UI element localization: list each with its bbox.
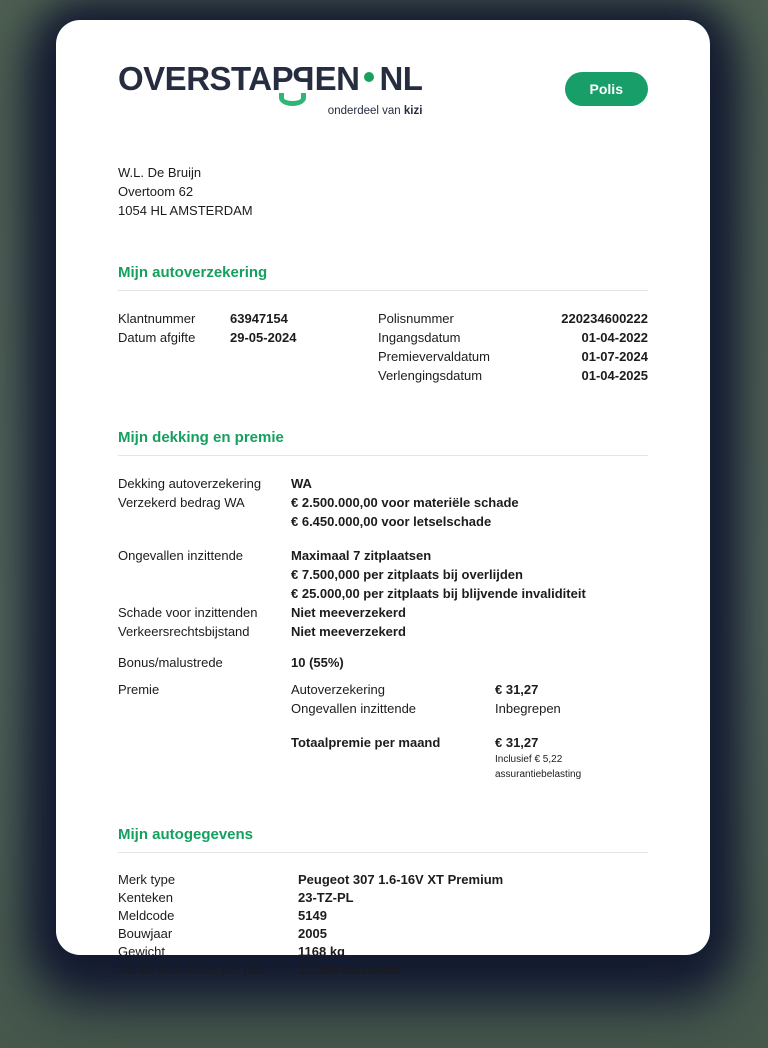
document-header: [118, 62, 648, 117]
table-row: [118, 328, 378, 347]
row-label: Premie: [118, 682, 160, 697]
row-value: 01-07-2024: [581, 349, 648, 364]
row-value: 5149: [298, 908, 327, 923]
logo-text-part1: OVERSTA: [118, 60, 272, 97]
autoverzekering-left-column: [118, 309, 378, 385]
logo-p-normal: P: [271, 60, 294, 97]
row-label: Meldcode: [118, 908, 175, 923]
row-value: 12.000 maximaal: [298, 962, 401, 977]
section-title-autoverzekering: Mijn autoverzekering: [118, 264, 268, 281]
row-label: [118, 699, 291, 718]
row-label: Dekking autoverzekering: [118, 476, 262, 491]
table-row: [118, 943, 648, 961]
logo-double-p: [272, 62, 315, 95]
row-value: WA: [291, 476, 312, 491]
logo-wordmark: [118, 62, 422, 95]
table-row: [118, 622, 648, 641]
table-row: [378, 366, 648, 385]
row-value: € 6.450.000,00 voor letselschade: [291, 514, 492, 529]
recipient-name: W.L. De Bruijn: [118, 165, 202, 180]
table-row: [118, 871, 648, 889]
section-title-autogegevens: Mijn autogegevens: [118, 826, 254, 843]
autoverzekering-table: [118, 309, 648, 385]
table-row: [118, 565, 648, 584]
row-value: 29-05-2024: [230, 330, 297, 345]
row-label: [118, 584, 291, 603]
row-label: Ongevallen inzittende: [118, 548, 244, 563]
table-row: [118, 925, 648, 943]
table-row: [118, 889, 648, 907]
row-label: [118, 512, 291, 531]
tagline-prefix: onderdeel van: [327, 105, 401, 117]
row-label: Kenteken: [118, 890, 173, 905]
row-label: Verzekerd bedrag WA: [118, 495, 245, 510]
row-label: Premievervaldatum: [378, 349, 490, 364]
autogegevens-table: [118, 871, 648, 979]
table-row: [118, 653, 648, 672]
row-value: € 7.500,000 per zitplaats bij overlijden: [291, 567, 523, 582]
premie-item-amount: € 31,27: [495, 682, 539, 697]
row-value: 23-TZ-PL: [298, 890, 354, 905]
row-value: Niet meeverzekerd: [291, 605, 406, 620]
row-label: Schade voor inzittenden: [118, 605, 258, 620]
spacer: [118, 531, 648, 546]
premie-total-amount: € 31,27: [495, 735, 539, 750]
logo-text-part2: EN: [314, 60, 360, 97]
table-row: [118, 512, 648, 531]
row-label: Bonus/malustrede: [118, 655, 223, 670]
row-value: Maximaal 7 zitplaatsen: [291, 548, 432, 563]
row-label: Verkeersrechtsbijstand: [118, 624, 250, 639]
premie-total-row: [118, 733, 648, 782]
row-value: € 25.000,00 per zitplaats bij blijvende invaliditeit: [291, 586, 586, 601]
tagline-brand: kizi: [403, 105, 423, 117]
row-value: € 2.500.000,00 voor materiële schade: [291, 495, 519, 510]
row-value: Niet meeverzekerd: [291, 624, 406, 639]
row-value: 1168 kg: [298, 944, 345, 959]
table-row: [118, 309, 378, 328]
table-row: [118, 961, 648, 979]
row-label: [118, 733, 291, 782]
row-label: Bouwjaar: [118, 926, 173, 941]
table-row: [378, 328, 648, 347]
premie-item-name: Autoverzekering: [291, 682, 385, 697]
overstappen-logo: [118, 62, 422, 117]
row-value: 220234600222: [561, 311, 648, 326]
spacer: [118, 718, 648, 733]
row-value: 63947154: [230, 311, 288, 326]
premie-row: [118, 680, 648, 699]
row-label: Gewicht: [118, 944, 165, 959]
logo-text-part3: NL: [379, 60, 423, 97]
recipient-address: [118, 163, 648, 220]
table-row: [118, 546, 648, 565]
premie-item-amount: Inbegrepen: [495, 701, 561, 716]
spacer: [118, 641, 648, 653]
section-title-dekking: Mijn dekking en premie: [118, 429, 284, 446]
table-row: [118, 907, 648, 925]
policy-document-card: [56, 20, 710, 977]
recipient-street: Overtoom 62: [118, 184, 194, 199]
premie-row: [118, 699, 648, 718]
section-divider: [118, 455, 648, 456]
table-row: [378, 347, 648, 366]
row-value: 2005: [298, 926, 327, 941]
row-label: Datum afgifte: [118, 330, 196, 345]
logo-tagline: [118, 105, 422, 117]
dekking-table: [118, 474, 648, 782]
polis-button[interactable]: Polis: [565, 72, 648, 106]
table-row: [118, 474, 648, 493]
table-row: [118, 493, 648, 512]
row-label: Verlengingsdatum: [378, 368, 483, 383]
row-label: Klantnummer: [118, 311, 196, 326]
section-divider: [118, 852, 648, 853]
row-value: 01-04-2025: [581, 368, 648, 383]
row-label: Polisnummer: [378, 311, 454, 326]
row-value: 10 (55%): [291, 655, 344, 670]
table-row: [118, 603, 648, 622]
row-value: 01-04-2022: [581, 330, 648, 345]
logo-p-reversed: P: [293, 60, 315, 97]
logo-dot-icon: [364, 72, 374, 82]
section-divider: [118, 290, 648, 291]
premie-total-note: Inclusief € 5,22 assurantiebelasting: [495, 754, 582, 780]
recipient-city: 1054 HL AMSTERDAM: [118, 203, 253, 218]
table-row: [378, 309, 648, 328]
row-label: Aantal kilometers per jaar: [118, 962, 266, 977]
row-value: Peugeot 307 1.6-16V XT Premium: [298, 872, 504, 887]
table-row: [118, 584, 648, 603]
row-label: Ingangsdatum: [378, 330, 461, 345]
premie-total-label: Totaalpremie per maand: [291, 735, 441, 750]
row-label: [118, 565, 291, 584]
premie-item-name: Ongevallen inzittende: [291, 701, 417, 716]
row-label: Merk type: [118, 872, 176, 887]
premie-total-cell: [495, 733, 648, 782]
autoverzekering-right-column: [378, 309, 648, 385]
spacer: [118, 672, 648, 680]
